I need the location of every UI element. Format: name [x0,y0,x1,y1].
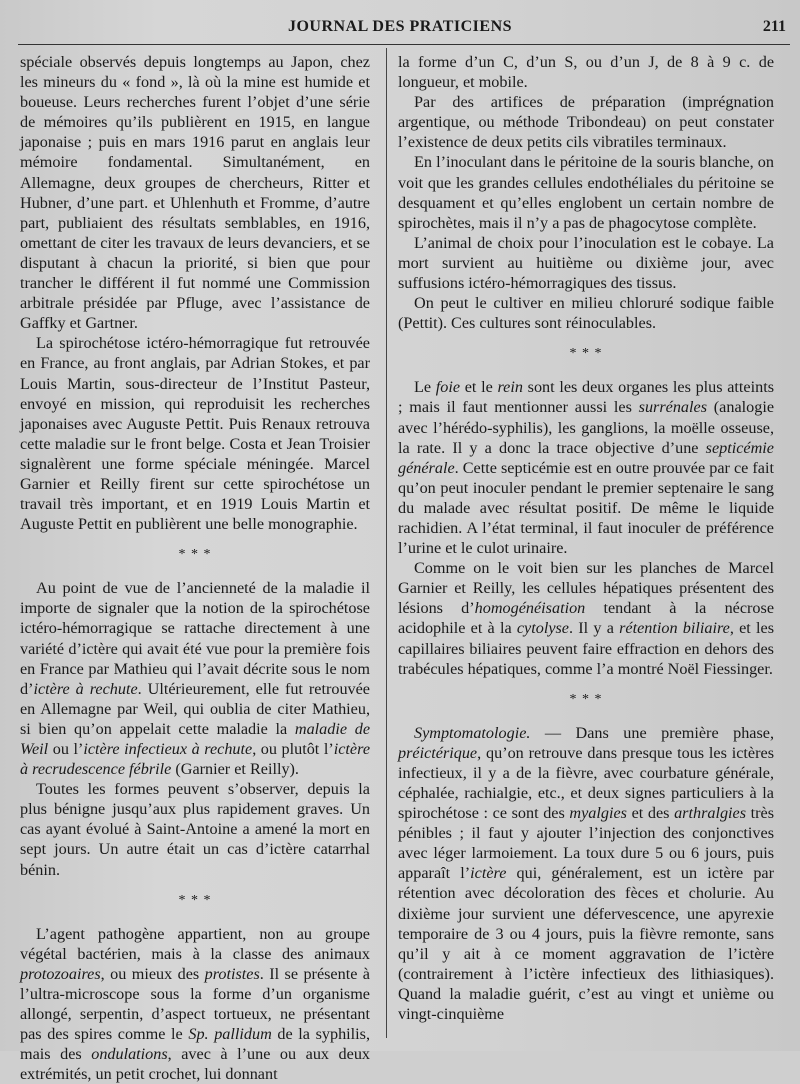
paragraph: L’agent pathogène appartient, non au groupe végétal bactérien, mais à la classe des animaux protozoaires, ou mieux des protistes. Il se présente à l’ultra-microscope sous la forme d’un organisme allongé, serpentin, d’aspect tortueux, ne présentant pas des spires comme le Sp. pallidum de la syphilis, mais des ondulations, avec à l’une ou aux deux extrémités, un petit crochet, lui donnant [20,924,371,1084]
paragraph: Toutes les formes peuvent s’observer, depuis la plus bénigne jusqu’aux plus rapidement graves. Un cas ayant évolué à Saint-Antoine a amené la mort en sept jours. Un autre était un cas d’ictère catarrhal bénin. [20,780,370,879]
paragraph: La spirochétose ictéro-hémorragique fut retrouvée en France, au front anglais, par Adrian Stokes, et par Louis Martin, sous-directeur de l’Institut Pasteur, envoyé en mission, qui reproduisit les recherches japonaises avec Auguste Pettit. Puis Renaux retrouva cette maladie sur le front belge. Costa et Jean Troisier signalèrent une forme spéciale méningée. Marcel Garnier et Reilly firent sur cette spirochétose un travail très important, et en 1919 Louis Martin et Auguste Pettit en publièrent une belle monographie. [20,334,370,534]
paragraph: spéciale observés depuis longtemps au Japon, chez les mineurs du « fond », là où la mine est humide et boueuse. Leurs recherches furent l’objet d’une série de mémoires qu’ils publièrent en 1915, en langue japonaise ; puis en mars 1916 parut en anglais leur mémoire fondamental. Simultanément, en Allemagne, deux groupes de chercheurs, Ritter et Hubner, d’une part. et Uhlenhuth et Fromme, d’autre part, publiaient des résultats semblables, en 1916, omettant de citer les travaux de leurs devanciers, et se disputant à chacun la priorité, si bien que pour trancher le différent il fut nommé une Commission arbitrale présidée par Pfluge, avec l’assistance de Gaffky et Gartner. [20,53,370,333]
paragraph: En l’inoculant dans le péritoine de la souris blanche, on voit que les grandes cellules endothéliales du péritoine se desquament et qu’elles englobent un certain nombre de spirochètes, mais il n’y a pas de phagocytose complète. [398,153,774,232]
column-divider [386,48,387,1038]
section-separator: * * * [569,691,603,707]
header-rule [18,44,790,45]
right-column [398,52,774,1024]
paragraph: On peut le cultiver en milieu chloruré sodique faible (Pettit). Ces cultures sont réinoculables. [398,294,774,333]
page-number: 211 [762,18,786,35]
left-column [20,52,370,1084]
paragraph: Par des artifices de préparation (imprégnation argentique, ou méthode Tribondeau) on peut constater l’existence de deux petits cils vibratiles terminaux. [398,93,774,152]
paragraph: Au point de vue de l’ancienneté de la maladie il importe de signaler que la notion de la spirochétose ictéro-hémorragique se rattache directement à une variété d’ictère qui avait été vue pour la première fois en France par Mathieu qui l’avait décrite sous le nom d’ictère à rechute. Ultérieurement, elle fut retrouvée en Allemagne par Weil, qui oublia de citer Mathieu, si bien qu’on appelait cette maladie la maladie de Weil ou l’ictère infectieux à rechute, ou plutôt l’ictère à recrudescence fébrile (Garnier et Reilly). [20,579,370,779]
page-header [0,18,800,44]
paragraph: Symptomatologie. — Dans une première phase, préictérique, qu’on retrouve dans presque tous les ictères infectieux, il y a de la fièvre, avec courbature générale, céphalée, rachialgie, etc., et deux signes particuliers à la spirochétose : ce sont des myalgies et des arthralgies très pénibles ; il faut y ajouter l’injection des conjonctives avec léger larmoiement. La toux dure 5 ou 6 jours, puis apparaît l’ictère qui, généralement, est un ictère par rétention avec décoloration des fèces et cholurie. Au dixième jour survient une défervescence, une apyrexie temporaire de 3 ou 4 jours, puis la fièvre remonte, sans qu’il y ait à ce moment aggravation de l’ictère (contrairement à l’ictère infectieux des lithiasiques). Quand la maladie guérit, c’est au vingt et unième ou vingt-cinquième [398,723,775,1024]
section-separator: * * * [178,547,212,563]
paragraph: la forme d’un C, d’un S, ou d’un J, de 8 à 9 c. de longueur, et mobile. [398,53,774,92]
journal-title: JOURNAL DES PRATICIENS [287,18,513,35]
section-separator: * * * [178,892,212,908]
paragraph: Le foie et le rein sont les deux organes les plus atteints ; mais il faut mentionner aussi les surrénales (analogie avec l’hérédo-syphilis), les ganglions, la moëlle osseuse, la rate. Il y a donc la trace objective d’une septicémie générale. Cette septicémie est en outre prouvée par ce fait qu’on peut inoculer pendant le premier septenaire le sang du malade avec résultat positif. De même le liquide rachidien. A l’état terminal, il faut inoculer de préférence l’urine et le culot urinaire. [398,378,774,558]
paragraph: L’animal de choix pour l’inoculation est le cobaye. La mort survient au huitième ou dixième jour, avec suffusions ictéro-hémorragiques des tissus. [398,233,774,293]
section-separator: * * * [569,346,603,362]
paragraph: Comme on le voit bien sur les planches de Marcel Garnier et Reilly, les cellules hépatiques présentent des lésions d’homogénéisation tendant à la nécrose acidophile et à la cytolyse. Il y a rétention biliaire, et les capillaires biliaires peuvent faire effraction en dehors des trabécules hépatiques, comme l’a montré Noël Fiessinger. [398,559,774,678]
